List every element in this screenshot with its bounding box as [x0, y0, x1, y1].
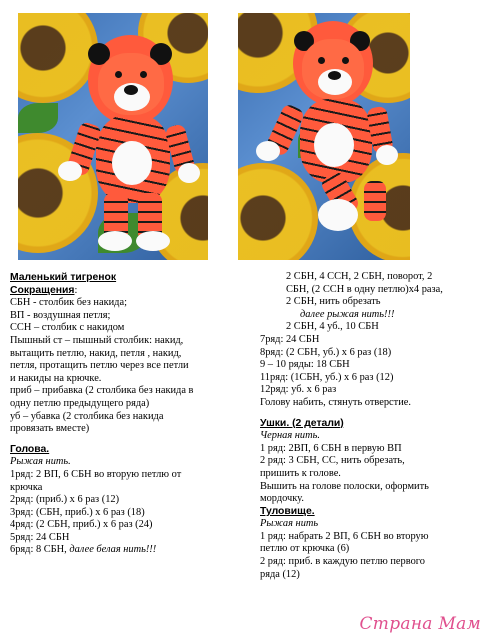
- head-section-heading: Голова.: [10, 443, 50, 455]
- site-watermark: Страна Мам: [359, 614, 481, 634]
- abbreviation-line: петля, протащить петлю через все петли: [10, 360, 189, 372]
- head-yarn-color: Рыжая нить.: [10, 456, 71, 468]
- abbreviation-line: приб – прибавка (2 столбика без накида в: [10, 385, 194, 397]
- head-row: 4ряд: (2 СБН, приб.) х 6 раз (24): [10, 519, 153, 531]
- abbreviations-heading-line: [10, 285, 255, 298]
- abbreviation-line: уб – убавка (2 столбика без накида: [10, 410, 164, 422]
- tiger-photo-sitting: [238, 13, 410, 260]
- ears-row: Вышить на голове полоски, оформить: [260, 480, 429, 492]
- body-row: ряда (12): [260, 568, 300, 580]
- abbreviations-heading-colon: :: [74, 284, 78, 296]
- head-row: 9 – 10 ряды: 18 СБН: [260, 359, 350, 371]
- head-instruction: Голову набить, стянуть отверстие.: [260, 396, 411, 408]
- head-row: 8ряд: (2 СБН, уб.) х 6 раз (18): [260, 346, 392, 358]
- ears-row: 2 ряд: 3 СБН, СС, нить обрезать,: [260, 455, 405, 467]
- abbreviation-line: ССН – столбик с накидом: [10, 322, 125, 334]
- head-row: 12ряд: уб. х 6 раз: [260, 384, 337, 396]
- abbreviation-line: и накиды на крючке.: [10, 372, 102, 384]
- abbreviation-line: ВП - воздушная петля;: [10, 309, 111, 321]
- continuation-line: СБН, (2 ССН в одну петлю)х4 раза,: [286, 283, 443, 295]
- head-row: 3ряд: (СБН, приб.) х 6 раз (18): [10, 506, 145, 518]
- head-row: 1ряд: 2 ВП, 6 СБН во вторую петлю от: [10, 468, 182, 480]
- body-section-heading: Туловище.: [260, 505, 315, 517]
- head-row: 7ряд: 24 СБН: [260, 333, 320, 345]
- ears-row: 1 ряд: 2ВП, 6 СБН в первую ВП: [260, 442, 402, 454]
- continuation-line: 2 СБН, 4 уб., 10 СБН: [286, 321, 379, 333]
- pattern-left-column: [10, 272, 255, 557]
- head-row: 11ряд: (1СБН, уб.) х 6 раз (12): [260, 371, 394, 383]
- abbreviation-line: Пышный ст – пышный столбик: накид,: [10, 334, 184, 346]
- abbreviation-line: одну петлю предыдущего ряда): [10, 397, 150, 409]
- tiger-photo-standing: [18, 13, 208, 260]
- body-row: 1 ряд: набрать 2 ВП, 6 СБН во вторую: [260, 530, 429, 542]
- abbreviations-heading: Сокращения: [10, 284, 75, 296]
- body-yarn-color: Рыжая нить: [260, 518, 319, 530]
- continuation-line: 2 СБН, нить обрезать: [286, 296, 381, 308]
- abbreviation-line: провязать вместе): [10, 423, 90, 435]
- head-row-6-note: далее белая нить!!!: [69, 544, 157, 556]
- continuation-line: 2 СБН, 4 ССН, 2 СБН, поворот, 2: [286, 271, 433, 282]
- continuation-note: далее рыжая нить!!!: [300, 308, 395, 320]
- page-title: Маленький тигренок: [10, 272, 117, 283]
- ears-row: мордочку.: [260, 493, 304, 505]
- body-row: петлю от крючка (6): [260, 543, 350, 555]
- abbreviation-line: вытащить петлю, накид, петля , накид,: [10, 347, 182, 359]
- pattern-right-column: [260, 271, 485, 581]
- head-row: 2ряд: (приб.) х 6 раз (12): [10, 494, 120, 506]
- ears-section-heading: Ушки. (2 детали): [260, 417, 344, 429]
- head-row: крючка: [10, 481, 43, 493]
- ears-yarn-color: Черная нить.: [260, 430, 320, 442]
- head-row-6: [10, 544, 255, 557]
- ears-row: пришить к голове.: [260, 467, 341, 479]
- head-row: 5ряд: 24 СБН: [10, 531, 70, 543]
- head-row-6-prefix: 6ряд: 8 СБН,: [10, 544, 70, 556]
- body-row: 2 ряд: приб. в каждую петлю первого: [260, 556, 425, 568]
- abbreviation-line: СБН - столбик без накида;: [10, 297, 127, 309]
